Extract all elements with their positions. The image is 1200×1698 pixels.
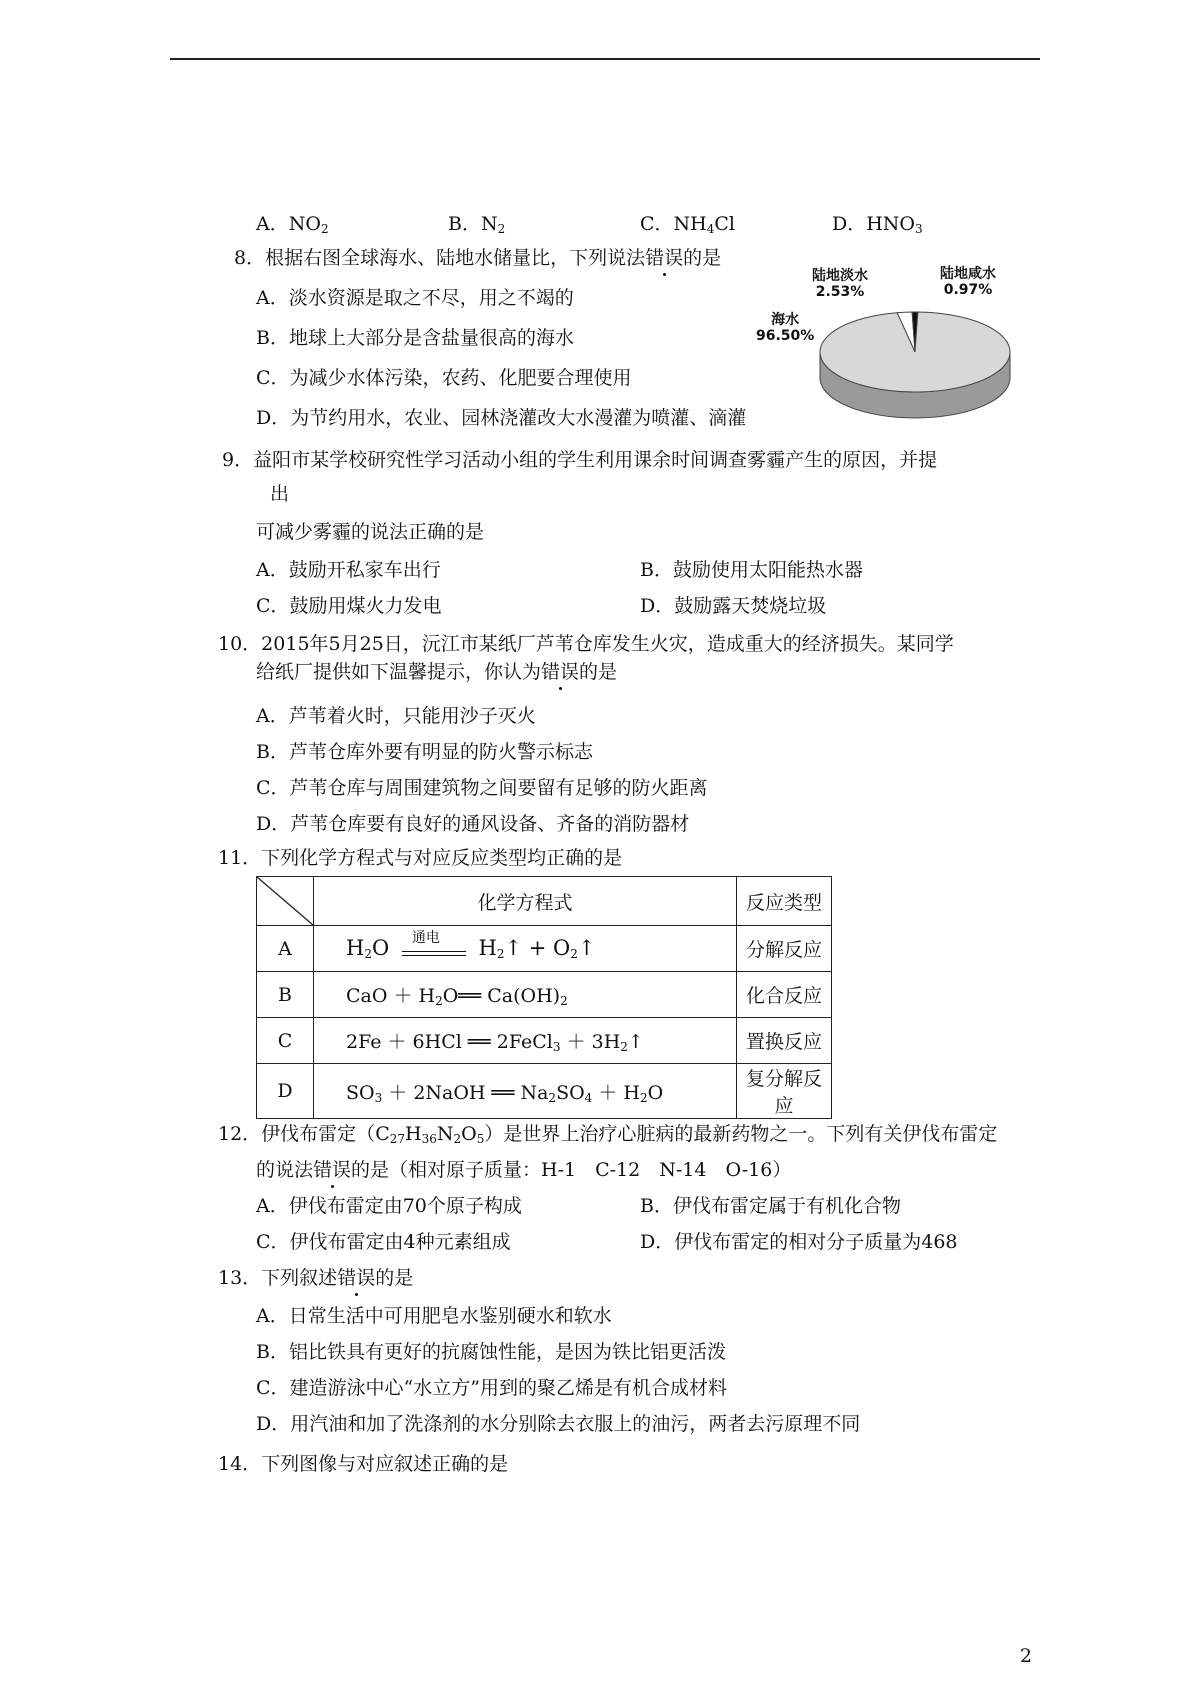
q9-stem-line1: 9．益阳市某学校研究性学习活动小组的学生利用课余时间调查雾霾产生的原因，并提 [222, 449, 938, 471]
q13-stem: 13．下列叙述错误的是 [218, 1267, 414, 1289]
q10-stem-line1: 10．2015年5月25日，沅江市某纸厂芦苇仓库发生火灾，造成重大的经济损失。某同学 [218, 633, 954, 655]
q9-stem-line2: 出 [270, 483, 290, 505]
q11-equation-table [256, 876, 832, 1119]
q9-stem-line3: 可减少雾霾的说法正确的是 [256, 521, 485, 543]
q8-option-b: B．地球上大部分是含盐量很高的海水 [256, 327, 574, 349]
table-header-type: 反应类型 [737, 877, 832, 926]
q13-option-a: A．日常生活中可用肥皂水鉴别硬水和软水 [256, 1305, 612, 1327]
q7-option-b: B．$N_2$ [448, 213, 506, 236]
q12-stem-line2: 的说法错误的是（相对原子质量：H-1 C-12 N-14 O-16） [256, 1159, 792, 1181]
table-row [257, 972, 832, 1018]
table-corner-cell [257, 877, 314, 926]
equation-b: CaO ＋ $H_2O══$ $Ca(OH)_2$ [314, 972, 737, 1018]
q12-stem-line1: 12．伊伐布雷定$(C_{27}H_{36}N_2O_5)$是世界上治疗心脏病的最新药物之一。下列有关伊伐布雷定 [218, 1123, 998, 1146]
table-row [257, 1064, 832, 1119]
q10-option-a: A．芦苇着火时，只能用沙子灭火 [256, 705, 536, 727]
q13-option-c: C．建造游泳中心“水立方”用到的聚乙烯是有机合成材料 [256, 1377, 727, 1399]
q10-option-b: B．芦苇仓库外要有明显的防火警示标志 [256, 741, 593, 763]
table-row [257, 926, 832, 972]
table-header-equation: 化学方程式 [314, 877, 737, 926]
q9-option-b: B．鼓励使用太阳能热水器 [640, 559, 863, 581]
q8-option-d: D．为节约用水，农业、园林浇灌改大水漫灌为喷灌、滴灌 [256, 407, 747, 429]
table-row [257, 1018, 832, 1064]
q14-stem: 14．下列图像与对应叙述正确的是 [218, 1453, 509, 1475]
equation-c: 2Fe ＋ 6HCl ══ 2FeCl$_3$ ＋ $3H_2↑$ [314, 1018, 737, 1064]
reaction-condition: 通电 [411, 930, 440, 947]
q12-option-d: D．伊伐布雷定的相对分子质量为468 [640, 1231, 958, 1253]
q9-option-a: A．鼓励开私家车出行 [256, 559, 441, 581]
row-type: 复分解反应 [737, 1064, 832, 1119]
row-type: 分解反应 [737, 926, 832, 972]
row-label: B [257, 972, 314, 1018]
pie-label-sea: 海水 96.50% [756, 312, 815, 344]
q8-option-a: A．淡水资源是取之不尽，用之不竭的 [256, 287, 574, 309]
q8-option-c: C．为减少水体污染，农药、化肥要合理使用 [256, 367, 632, 389]
q8-stem: 8．根据右图全球海水、陆地水储量比，下列说法错误的是 [234, 247, 722, 269]
pie-label-saline: 陆地咸水 0.97% [940, 266, 996, 298]
q7-option-d: D．$HNO_3$ [832, 213, 923, 236]
q12-option-a: A．伊伐布雷定由70个原子构成 [256, 1195, 522, 1217]
q10-option-d: D．芦苇仓库要有良好的通风设备、齐备的消防器材 [256, 813, 690, 835]
q12-option-b: B．伊伐布雷定属于有机化合物 [640, 1195, 901, 1217]
row-label: C [257, 1018, 314, 1064]
row-label: D [257, 1064, 314, 1119]
q10-stem-line2: 给纸厂提供如下温馨提示，你认为错误的是 [256, 661, 618, 683]
equation-d: $SO_3$ ＋ 2NaOH ══ $Na_2SO_4 + H_2O$ [314, 1064, 737, 1119]
q7-option-a: A．$NO_2$ [256, 213, 329, 236]
equation-a: $H_2O$ 通电 $H_2↑$ + $O_2↑$ [314, 926, 737, 972]
pie-label-fresh: 陆地淡水 2.53% [812, 268, 868, 300]
table-header-row [257, 877, 832, 926]
q13-option-d: D．用汽油和加了洗涤剂的水分别除去衣服上的油污，两者去污原理不同 [256, 1413, 861, 1435]
row-label: A [257, 926, 314, 972]
q11-stem: 11．下列化学方程式与对应反应类型均正确的是 [218, 847, 623, 869]
row-type: 化合反应 [737, 972, 832, 1018]
q10-option-c: C．芦苇仓库与周围建筑物之间要留有足够的防火距离 [256, 777, 708, 799]
header-rule [170, 58, 1040, 60]
q13-option-b: B．铝比铁具有更好的抗腐蚀性能，是因为铁比铝更活泼 [256, 1341, 726, 1363]
water-pie-chart [810, 300, 1020, 430]
pie-top [820, 312, 1010, 392]
q7-option-c: C．$NH_4Cl$ [640, 213, 735, 236]
q9-option-c: C．鼓励用煤火力发电 [256, 595, 442, 617]
q9-option-d: D．鼓励露天焚烧垃圾 [640, 595, 827, 617]
page-number: 2 [1019, 1645, 1032, 1667]
q12-option-c: C．伊伐布雷定由4种元素组成 [256, 1231, 511, 1253]
row-type: 置换反应 [737, 1018, 832, 1064]
